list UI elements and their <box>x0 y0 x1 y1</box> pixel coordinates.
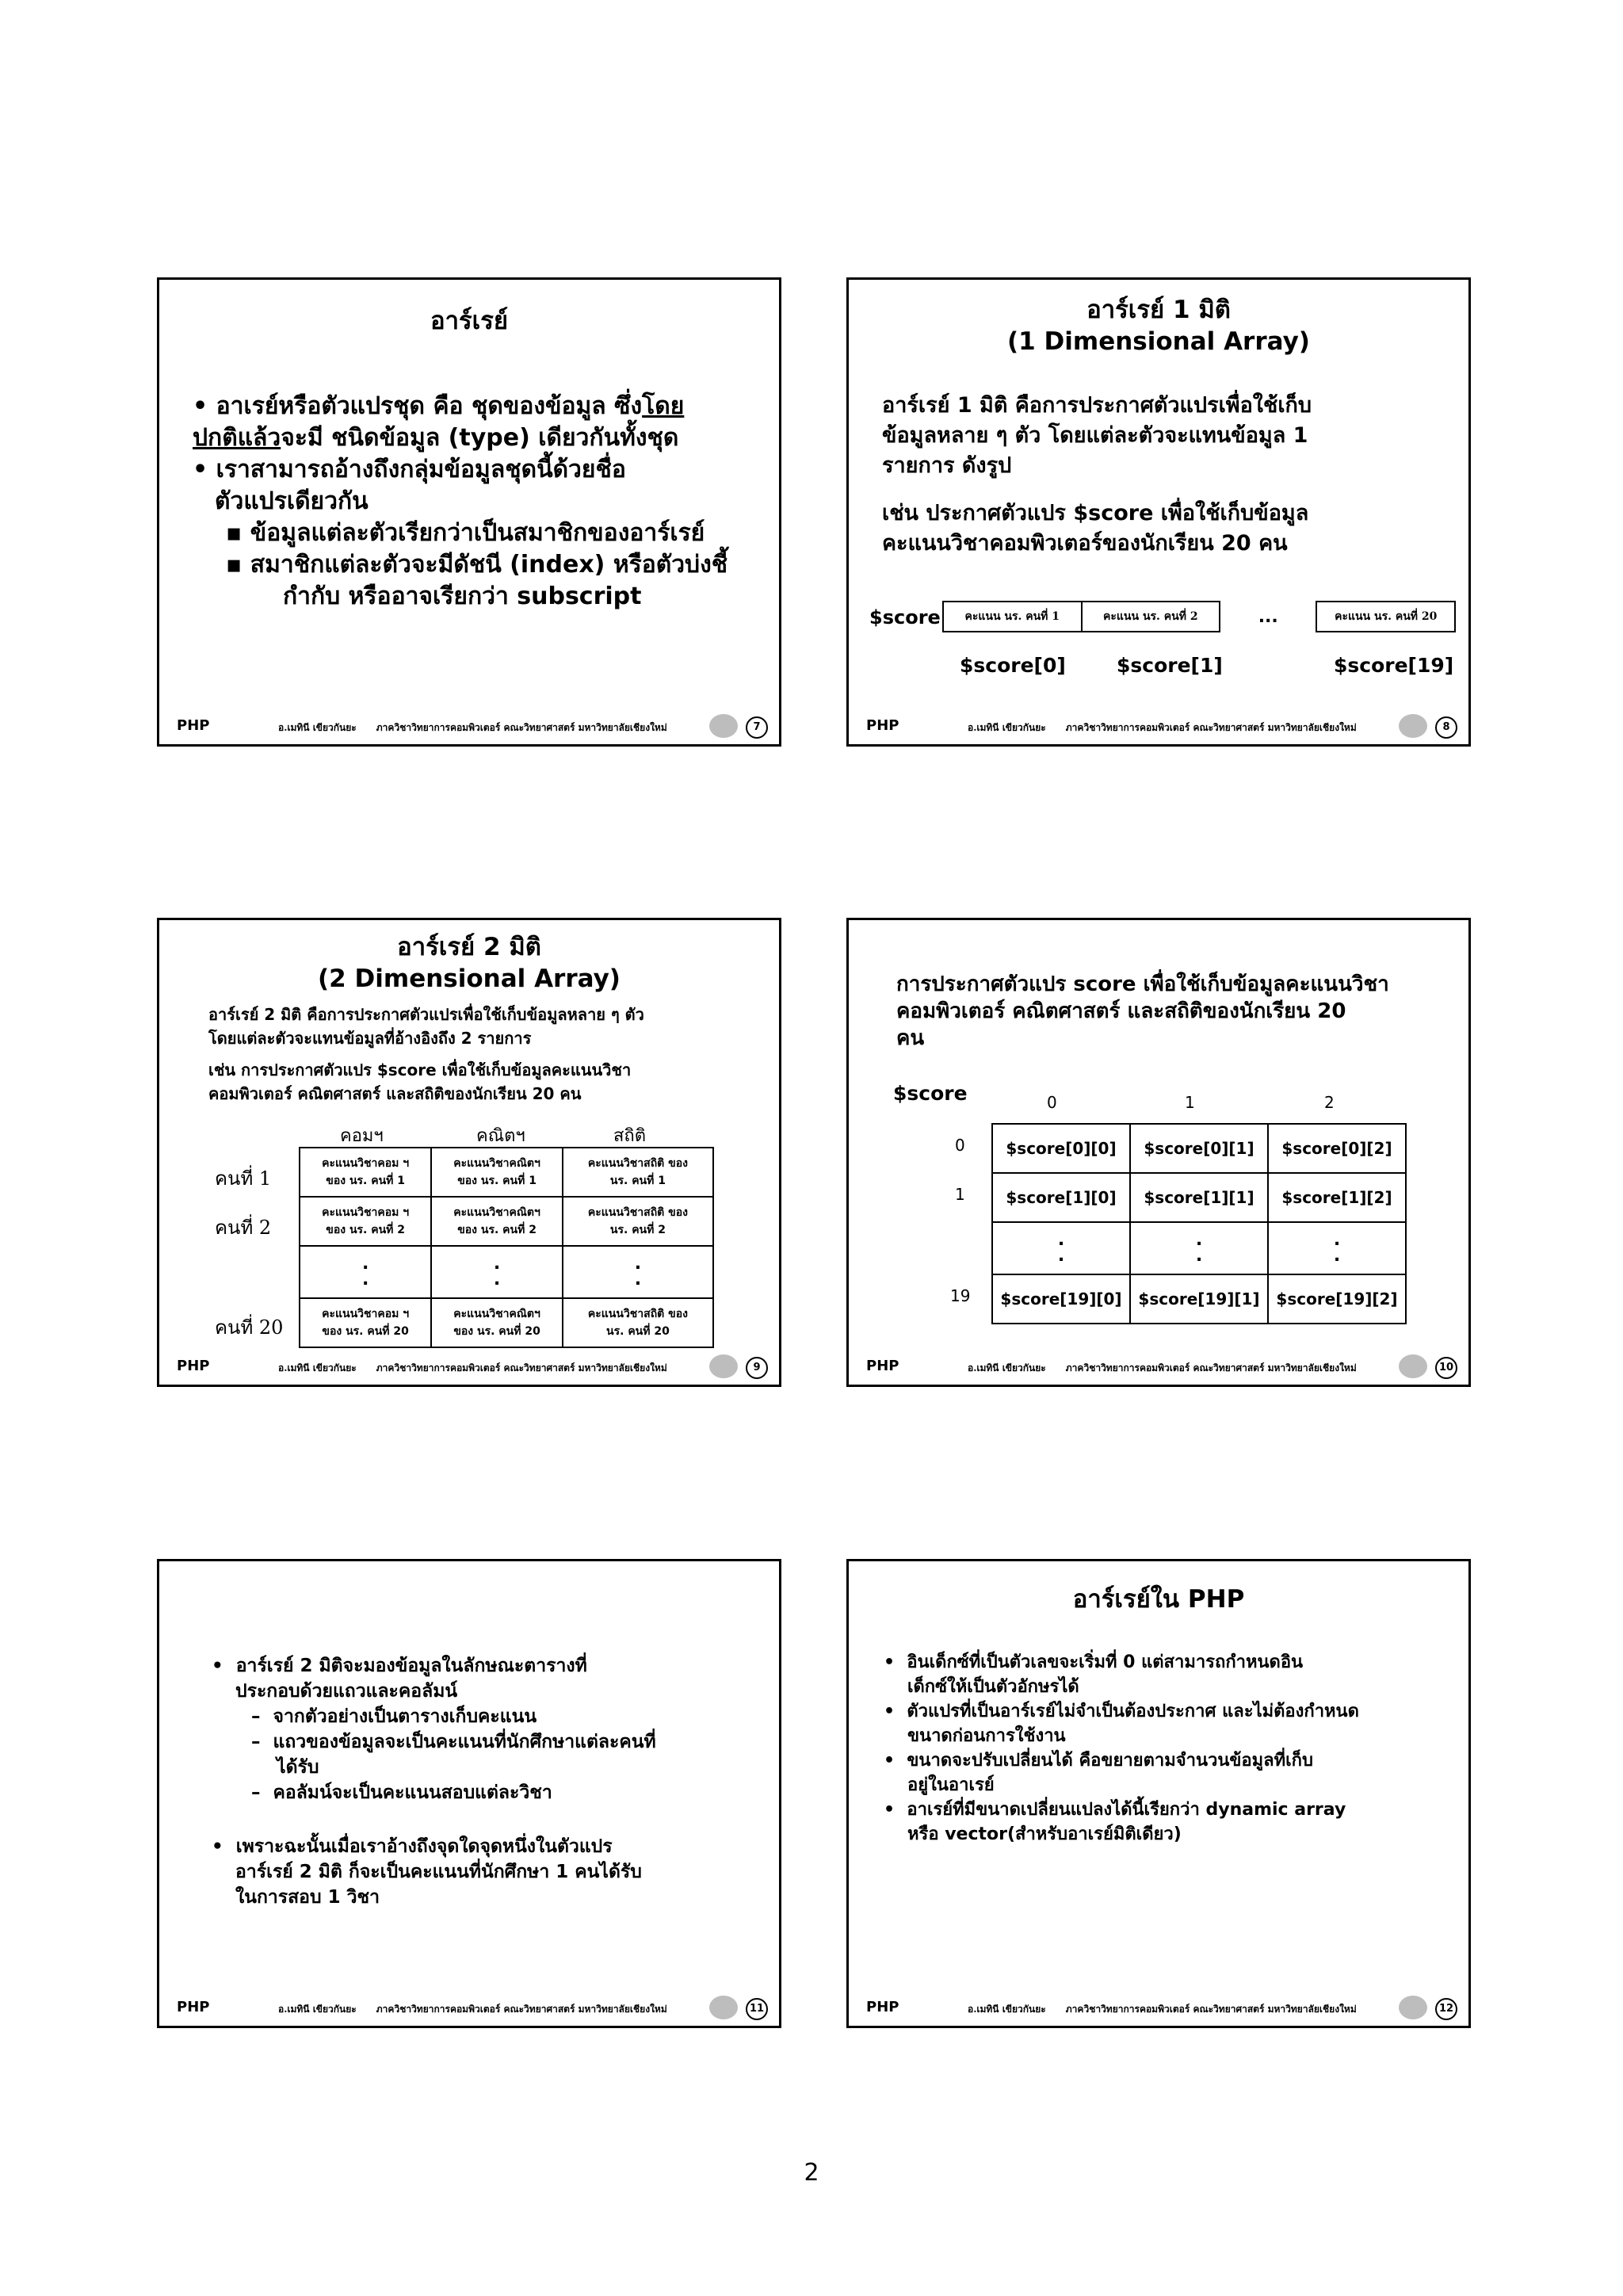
leaf-logo-icon <box>1399 714 1427 738</box>
index-label: $score[0] <box>960 654 1066 677</box>
table-cell: คะแนนวิชาคณิตฯ ของ นร. คนที่ 20 <box>431 1298 563 1347</box>
slide-footer <box>849 711 1468 744</box>
table-cell-ellipsis: . . <box>563 1246 713 1298</box>
paragraph-line: คะแนนวิชาคอมพิวเตอร์ของนักเรียน 20 คน <box>882 531 1288 556</box>
bullet-1-cont: ประกอบด้วยแถวและคอลัมน์ <box>235 1681 458 1702</box>
paragraph-line: คอมพิวเตอร์ คณิตศาสตร์ และสถิติของนักเรียน 20 คน <box>208 1084 582 1103</box>
slide-footer <box>849 1992 1468 2026</box>
slide-body <box>208 1003 644 1106</box>
bullet-4-cont: หรือ vector(สำหรับอาเรย์มิติเดียว) <box>907 1824 1182 1844</box>
array-cell: คะแนน นร. คนที่ 20 <box>1316 602 1455 632</box>
table-cell: คะแนนวิชาสถิติ ของ นร. คนที่ 20 <box>563 1298 713 1347</box>
table-cell: $score[0][0] <box>992 1124 1130 1173</box>
row-index: 0 <box>955 1136 965 1155</box>
table-cell: $score[19][1] <box>1130 1274 1268 1324</box>
paragraph-line: ข้อมูลหลาย ๆ ตัว โดยแต่ละตัวจะแทนข้อมูล 1 <box>882 423 1308 448</box>
footer-author: อ.เมทินี เขียวกันยะ ภาควิชาวิทยาการคอมพิวเตอร์ คณะวิทยาศาสตร์ มหาวิทยาลัยเชียงใหม่ <box>968 1362 1357 1373</box>
bullet-2: • เราสามารถอ้างถึงกลุ่มข้อมูลชุดนี้ด้วยชื่อ <box>193 456 626 483</box>
slide-number: 11 <box>746 1998 768 2020</box>
sub-bullet-1: ▪ ข้อมูลแต่ละตัวเรียกว่าเป็นสมาชิกของอาร์เรย์ <box>226 519 705 547</box>
table-cell-ellipsis: . . <box>992 1222 1130 1274</box>
column-header: คอมฯ <box>340 1126 384 1146</box>
array-cell-ellipsis: ... <box>1220 602 1316 632</box>
array-2d-index-table <box>991 1123 1407 1324</box>
bullet-2-cont: อาร์เรย์ 2 มิติ ก็จะเป็นคะแนนที่นักศึกษา 1 คนได้รับ <box>235 1862 642 1882</box>
table-cell: $score[1][0] <box>992 1173 1130 1222</box>
table-cell: $score[19][0] <box>992 1274 1130 1324</box>
footer-label: PHP <box>866 1358 899 1374</box>
bullet-1-cont: เด็กซ์ให้เป็นตัวอักษรได้ <box>907 1677 1079 1697</box>
footer-author: อ.เมทินี เขียวกันยะ ภาควิชาวิทยาการคอมพิวเตอร์ คณะวิทยาศาสตร์ มหาวิทยาลัยเชียงใหม่ <box>968 2004 1357 2015</box>
bullet-1-cont: ปกติแล้วจะมี ชนิดข้อมูล (type) เดียวกันทั้งชุด <box>193 424 679 452</box>
slide-title: อาร์เรย์ <box>430 307 509 335</box>
row-header: คนที่ 2 <box>215 1217 272 1239</box>
table-cell: คะแนนวิชาคอม ฯ ของ นร. คนที่ 20 <box>300 1298 431 1347</box>
slide-body <box>896 971 1389 1052</box>
paragraph-line: คน <box>896 1026 925 1050</box>
slide-title: อาร์เรย์ 1 มิติ <box>1086 296 1231 324</box>
index-label: $score[1] <box>1117 654 1223 677</box>
array-var-label: $score <box>869 606 941 628</box>
leaf-logo-icon <box>709 714 738 738</box>
slide-footer <box>159 1351 779 1385</box>
page-number: 2 <box>804 2159 819 2187</box>
bullet-1: • อินเด็กซ์ที่เป็นตัวเลขจะเริ่มที่ 0 แต่สามารถกำหนดอิน <box>884 1652 1304 1672</box>
leaf-logo-icon <box>1399 1996 1427 2019</box>
slide-number: 7 <box>746 716 768 739</box>
slide-footer <box>849 1351 1468 1385</box>
slide-body <box>193 391 727 613</box>
slide-9 <box>157 918 781 1387</box>
footer-label: PHP <box>177 717 210 734</box>
paragraph-line: อาร์เรย์ 1 มิติ คือการประกาศตัวแปรเพื่อใช้เก็บ <box>882 393 1312 418</box>
slide-10 <box>846 918 1471 1387</box>
slide-number: 10 <box>1435 1357 1457 1379</box>
sub-bullet-3: – คอลัมน์จะเป็นคะแนนสอบแต่ละวิชา <box>251 1782 552 1803</box>
table-cell: $score[0][1] <box>1130 1124 1268 1173</box>
slide-number: 12 <box>1435 1998 1457 2020</box>
footer-author: อ.เมทินี เขียวกันยะ ภาควิชาวิทยาการคอมพิวเตอร์ คณะวิทยาศาสตร์ มหาวิทยาลัยเชียงใหม่ <box>278 722 667 733</box>
bullet-1: • อาร์เรย์ 2 มิติจะมองข้อมูลในลักษณะตารางที่ <box>212 1656 587 1676</box>
footer-label: PHP <box>177 1358 210 1374</box>
slide-11 <box>157 1559 781 2028</box>
paragraph-line: โดยแต่ละตัวจะแทนข้อมูลที่อ้างอิงถึง 2 รายการ <box>208 1029 532 1048</box>
table-cell: คะแนนวิชาคณิตฯ ของ นร. คนที่ 1 <box>431 1148 563 1197</box>
leaf-logo-icon <box>709 1996 738 2019</box>
slide-subtitle: (1 Dimensional Array) <box>1007 327 1310 356</box>
slide-number: 8 <box>1435 716 1457 739</box>
slide-subtitle: (2 Dimensional Array) <box>318 965 621 993</box>
table-cell: $score[1][2] <box>1268 1173 1406 1222</box>
array-2d-table <box>299 1147 714 1348</box>
table-cell: คะแนนวิชาคอม ฯ ของ นร. คนที่ 1 <box>300 1148 431 1197</box>
table-cell: $score[19][2] <box>1268 1274 1406 1324</box>
bullet-4: • อาเรย์ที่มีขนาดเปลี่ยนแปลงได้นี้เรียกว่า dynamic array <box>884 1800 1346 1820</box>
bullet-3: • ขนาดจะปรับเปลี่ยนได้ คือขยายตามจำนวนข้อมูลที่เก็บ <box>884 1751 1313 1771</box>
array-cell: คะแนน นร. คนที่ 2 <box>1082 602 1220 632</box>
footer-author: อ.เมทินี เขียวกันยะ ภาควิชาวิทยาการคอมพิวเตอร์ คณะวิทยาศาสตร์ มหาวิทยาลัยเชียงใหม่ <box>968 722 1357 733</box>
bullet-2: • เพราะฉะนั้นเมื่อเราอ้างถึงจุดใดจุดหนึ่งในตัวแปร <box>212 1836 613 1857</box>
sub-bullet-1: – จากตัวอย่างเป็นตารางเก็บคะแนน <box>251 1706 537 1727</box>
column-index: 2 <box>1324 1093 1335 1112</box>
footer-author: อ.เมทินี เขียวกันยะ ภาควิชาวิทยาการคอมพิวเตอร์ คณะวิทยาศาสตร์ มหาวิทยาลัยเชียงใหม่ <box>278 2004 667 2015</box>
leaf-logo-icon <box>709 1354 738 1378</box>
slide-12 <box>846 1559 1471 2028</box>
table-cell: คะแนนวิชาคอม ฯ ของ นร. คนที่ 2 <box>300 1197 431 1246</box>
array-cell: คะแนน นร. คนที่ 1 <box>943 602 1082 632</box>
table-cell: $score[0][2] <box>1268 1124 1406 1173</box>
leaf-logo-icon <box>1399 1354 1427 1378</box>
sub-bullet-2-cont: กำกับ หรืออาจเรียกว่า subscript <box>283 583 642 610</box>
sub-bullet-2: ▪ สมาชิกแต่ละตัวจะมีดัชนี (index) หรือตัวบ่งชี้ <box>226 551 728 579</box>
column-index: 0 <box>1047 1093 1057 1112</box>
table-cell: คะแนนวิชาสถิติ ของ นร. คนที่ 1 <box>563 1148 713 1197</box>
footer-label: PHP <box>866 1999 899 2015</box>
footer-author: อ.เมทินี เขียวกันยะ ภาควิชาวิทยาการคอมพิวเตอร์ คณะวิทยาศาสตร์ มหาวิทยาลัยเชียงใหม่ <box>278 1362 667 1373</box>
table-cell-ellipsis: . . <box>1130 1222 1268 1274</box>
bullet-2-cont: ตัวแปรเดียวกัน <box>215 487 369 515</box>
table-cell: คะแนนวิชาสถิติ ของ นร. คนที่ 2 <box>563 1197 713 1246</box>
slide-7 <box>157 277 781 747</box>
column-header: สถิติ <box>613 1126 647 1146</box>
row-header: คนที่ 20 <box>215 1316 284 1339</box>
paragraph-line: เช่น การประกาศตัวแปร $score เพื่อใช้เก็บข้อมูลคะแนนวิชา <box>208 1060 632 1079</box>
index-label: $score[19] <box>1334 654 1454 677</box>
sub-bullet-2-cont: ได้รับ <box>277 1757 319 1778</box>
bullet-3-cont: อยู่ในอาเรย์ <box>907 1775 995 1795</box>
slide-8 <box>846 277 1471 747</box>
slide-title: อาร์เรย์ใน PHP <box>1072 1585 1245 1614</box>
paragraph-line: การประกาศตัวแปร score เพื่อใช้เก็บข้อมูลคะแนนวิชา <box>896 972 1389 996</box>
table-cell: คะแนนวิชาคณิตฯ ของ นร. คนที่ 2 <box>431 1197 563 1246</box>
footer-label: PHP <box>177 1999 210 2015</box>
row-index: 1 <box>955 1185 965 1204</box>
footer-label: PHP <box>866 717 899 734</box>
sub-bullet-2: – แถวของข้อมูลจะเป็นคะแนนที่นักศึกษาแต่ละคนที่ <box>251 1732 656 1752</box>
table-cell: $score[1][1] <box>1130 1173 1268 1222</box>
slide-title: อาร์เรย์ 2 มิติ <box>397 933 541 961</box>
slide-body <box>882 391 1312 559</box>
paragraph-line: คอมพิวเตอร์ คณิตศาสตร์ และสถิติของนักเรียน 20 <box>896 999 1346 1023</box>
paragraph-line: รายการ ดังรูป <box>882 453 1012 478</box>
column-index: 1 <box>1185 1093 1195 1112</box>
bullet-2-cont: ในการสอบ 1 วิชา <box>235 1887 380 1908</box>
column-header: คณิตฯ <box>476 1126 525 1146</box>
bullet-2-cont: ขนาดก่อนการใช้งาน <box>907 1726 1066 1746</box>
bullet-2: • ตัวแปรที่เป็นอาร์เรย์ไม่จำเป็นต้องประกาศ และไม่ต้องกำหนด <box>884 1702 1359 1721</box>
slide-number: 9 <box>746 1357 768 1379</box>
paragraph-line: เช่น ประกาศตัวแปร $score เพื่อใช้เก็บข้อมูล <box>882 501 1309 525</box>
slide-body <box>212 1653 656 1910</box>
slide-footer <box>159 1992 779 2026</box>
paragraph-line: อาร์เรย์ 2 มิติ คือการประกาศตัวแปรเพื่อใช้เก็บข้อมูลหลาย ๆ ตัว <box>208 1005 644 1024</box>
row-header: คนที่ 1 <box>215 1167 272 1190</box>
table-cell-ellipsis: . . <box>1268 1222 1406 1274</box>
array-1d-table <box>942 601 1456 632</box>
array-var-label: $score <box>893 1082 968 1105</box>
slide-footer <box>159 711 779 744</box>
bullet-1: • อาเรย์หรือตัวแปรชุด คือ ชุดของข้อมูล ซึ่งโดย <box>193 392 685 420</box>
slide-body <box>884 1650 1359 1847</box>
table-cell-ellipsis: . . <box>300 1246 431 1298</box>
row-index: 19 <box>950 1286 971 1305</box>
table-cell-ellipsis: . . <box>431 1246 563 1298</box>
